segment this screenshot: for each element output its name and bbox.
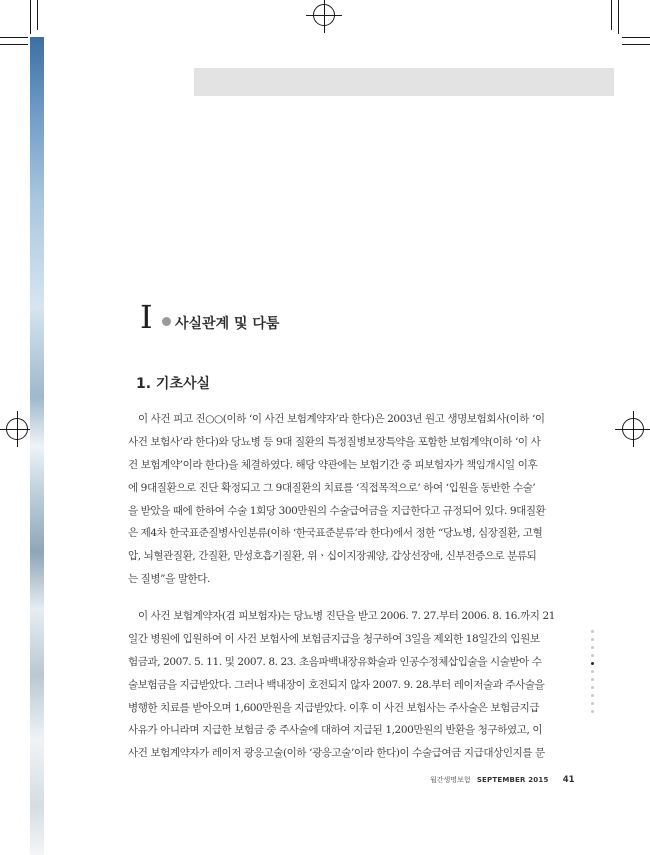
crop-mark-top-right-v	[618, 0, 619, 34]
footer-magazine: 월간생명보험	[430, 776, 471, 784]
crop-mark-top-left-h	[0, 44, 28, 45]
page-dot	[591, 630, 594, 633]
paragraph-claim-history	[128, 605, 560, 765]
header-bar	[194, 68, 614, 96]
page-dot	[591, 702, 594, 705]
crop-mark-top-left-v	[30, 0, 31, 34]
paragraph-line: 을 받았을 때에 한하여 수술 1회당 300만원의 수술급여금을 지급한다고 규정되어 있다. 9대질환	[128, 504, 546, 517]
paragraph-line: 압, 뇌혈관질환, 간질환, 만성호흡기질환, 위ㆍ십이지장궤양, 갑상선장애, 신부전증으로 분류되	[128, 550, 537, 563]
paragraph-line: 에 9대질환으로 진단 확정되고 그 9대질환의 치료를 ‘직접목적으로’ 하여 ‘입원을 동반한 수술’	[128, 481, 536, 494]
page-footer	[430, 775, 575, 785]
page-dot	[591, 638, 594, 641]
paragraph-line: 병행한 치료를 받아오며 1,600만원을 지급받았다. 이후 이 사건 보험사는 주사술은 보험금지급	[128, 701, 540, 714]
section-title: 사실관계 및 다툼	[175, 316, 280, 332]
paragraph-line: 이 사건 보험계약자(겸 피보험자)는 당뇨병 진단을 받고 2006. 7. 27.부터 2006. 8. 16.까지 21	[138, 610, 556, 622]
paragraph-line: 술보험금을 지급받았다. 그러나 백내장이 호전되지 않자 2007. 9. 28.부터 레이저술과 주사술을	[128, 678, 545, 691]
page-dot-active	[591, 662, 594, 665]
bullet-dot-icon	[162, 317, 171, 326]
page-indicator	[591, 630, 594, 718]
registration-mark-top	[313, 4, 335, 26]
footer-issue: SEPTEMBER 2015	[476, 776, 549, 784]
paragraph-line: 사건 보험계약자가 레이저 광응고술(이하 ‘광응고술’이라 한다)이 수술급여금 지급대상인지를 문	[128, 747, 545, 760]
page-number: 41	[562, 775, 575, 785]
page-dot	[591, 678, 594, 681]
registration-mark-left	[6, 418, 28, 440]
paragraph-line: 험금과, 2007. 5. 11. 및 2007. 8. 23. 초음파백내장유화술과 인공수정체삽입술을 시술받아 수	[128, 655, 542, 668]
section-numeral: I	[140, 298, 153, 336]
paragraph-basic-facts	[128, 408, 560, 591]
registration-mark-right	[622, 418, 644, 440]
crop-mark-top-right-h	[622, 44, 650, 45]
crop-mark-top-right-v2	[611, 0, 612, 30]
crop-mark-top-left-v2	[37, 0, 38, 30]
side-photo-strip	[30, 37, 44, 855]
page-dot	[591, 694, 594, 697]
paragraph-line: 는 질병”을 말한다.	[128, 573, 210, 586]
page-dot	[591, 654, 594, 657]
crop-mark-top-left-h2	[0, 37, 28, 38]
paragraph-line: 이 사건 피고 진○○(이하 ‘이 사건 보험계약자’라 한다)은 2003년 원고 생명보험회사(이하 ‘이	[138, 413, 545, 425]
subsection-title: 1. 기초사실	[136, 376, 211, 392]
paragraph-line: 일간 병원에 입원하여 이 사건 보험사에 보험금지급을 청구하여 3일을 제외한 18일간의 입원보	[128, 632, 540, 645]
paragraph-line: 사유가 아니라며 지급한 보험금 중 주사술에 대하여 지급된 1,200만원의 반환을 청구하였고, 이	[128, 724, 543, 737]
page-dot	[591, 646, 594, 649]
paragraph-line: 사건 보험사’라 한다)와 당뇨병 등 9대 질환의 특정질병보장특약을 포함한 보험계약(이하 ‘이 사	[128, 435, 541, 448]
page-dot	[591, 686, 594, 689]
paragraph-line: 건 보험계약’이라 한다)을 체결하였다. 해당 약관에는 보험기간 중 피보험자가 책임개시일 이후	[128, 458, 538, 471]
crop-mark-top-right-h2	[622, 37, 650, 38]
paragraph-line: 은 제4차 한국표준질병사인분류(이하 ‘한국표준분류’라 한다)에서 정한 “당뇨병, 심장질환, 고혈	[128, 527, 543, 540]
page-dot	[591, 670, 594, 673]
page-dot	[591, 710, 594, 713]
